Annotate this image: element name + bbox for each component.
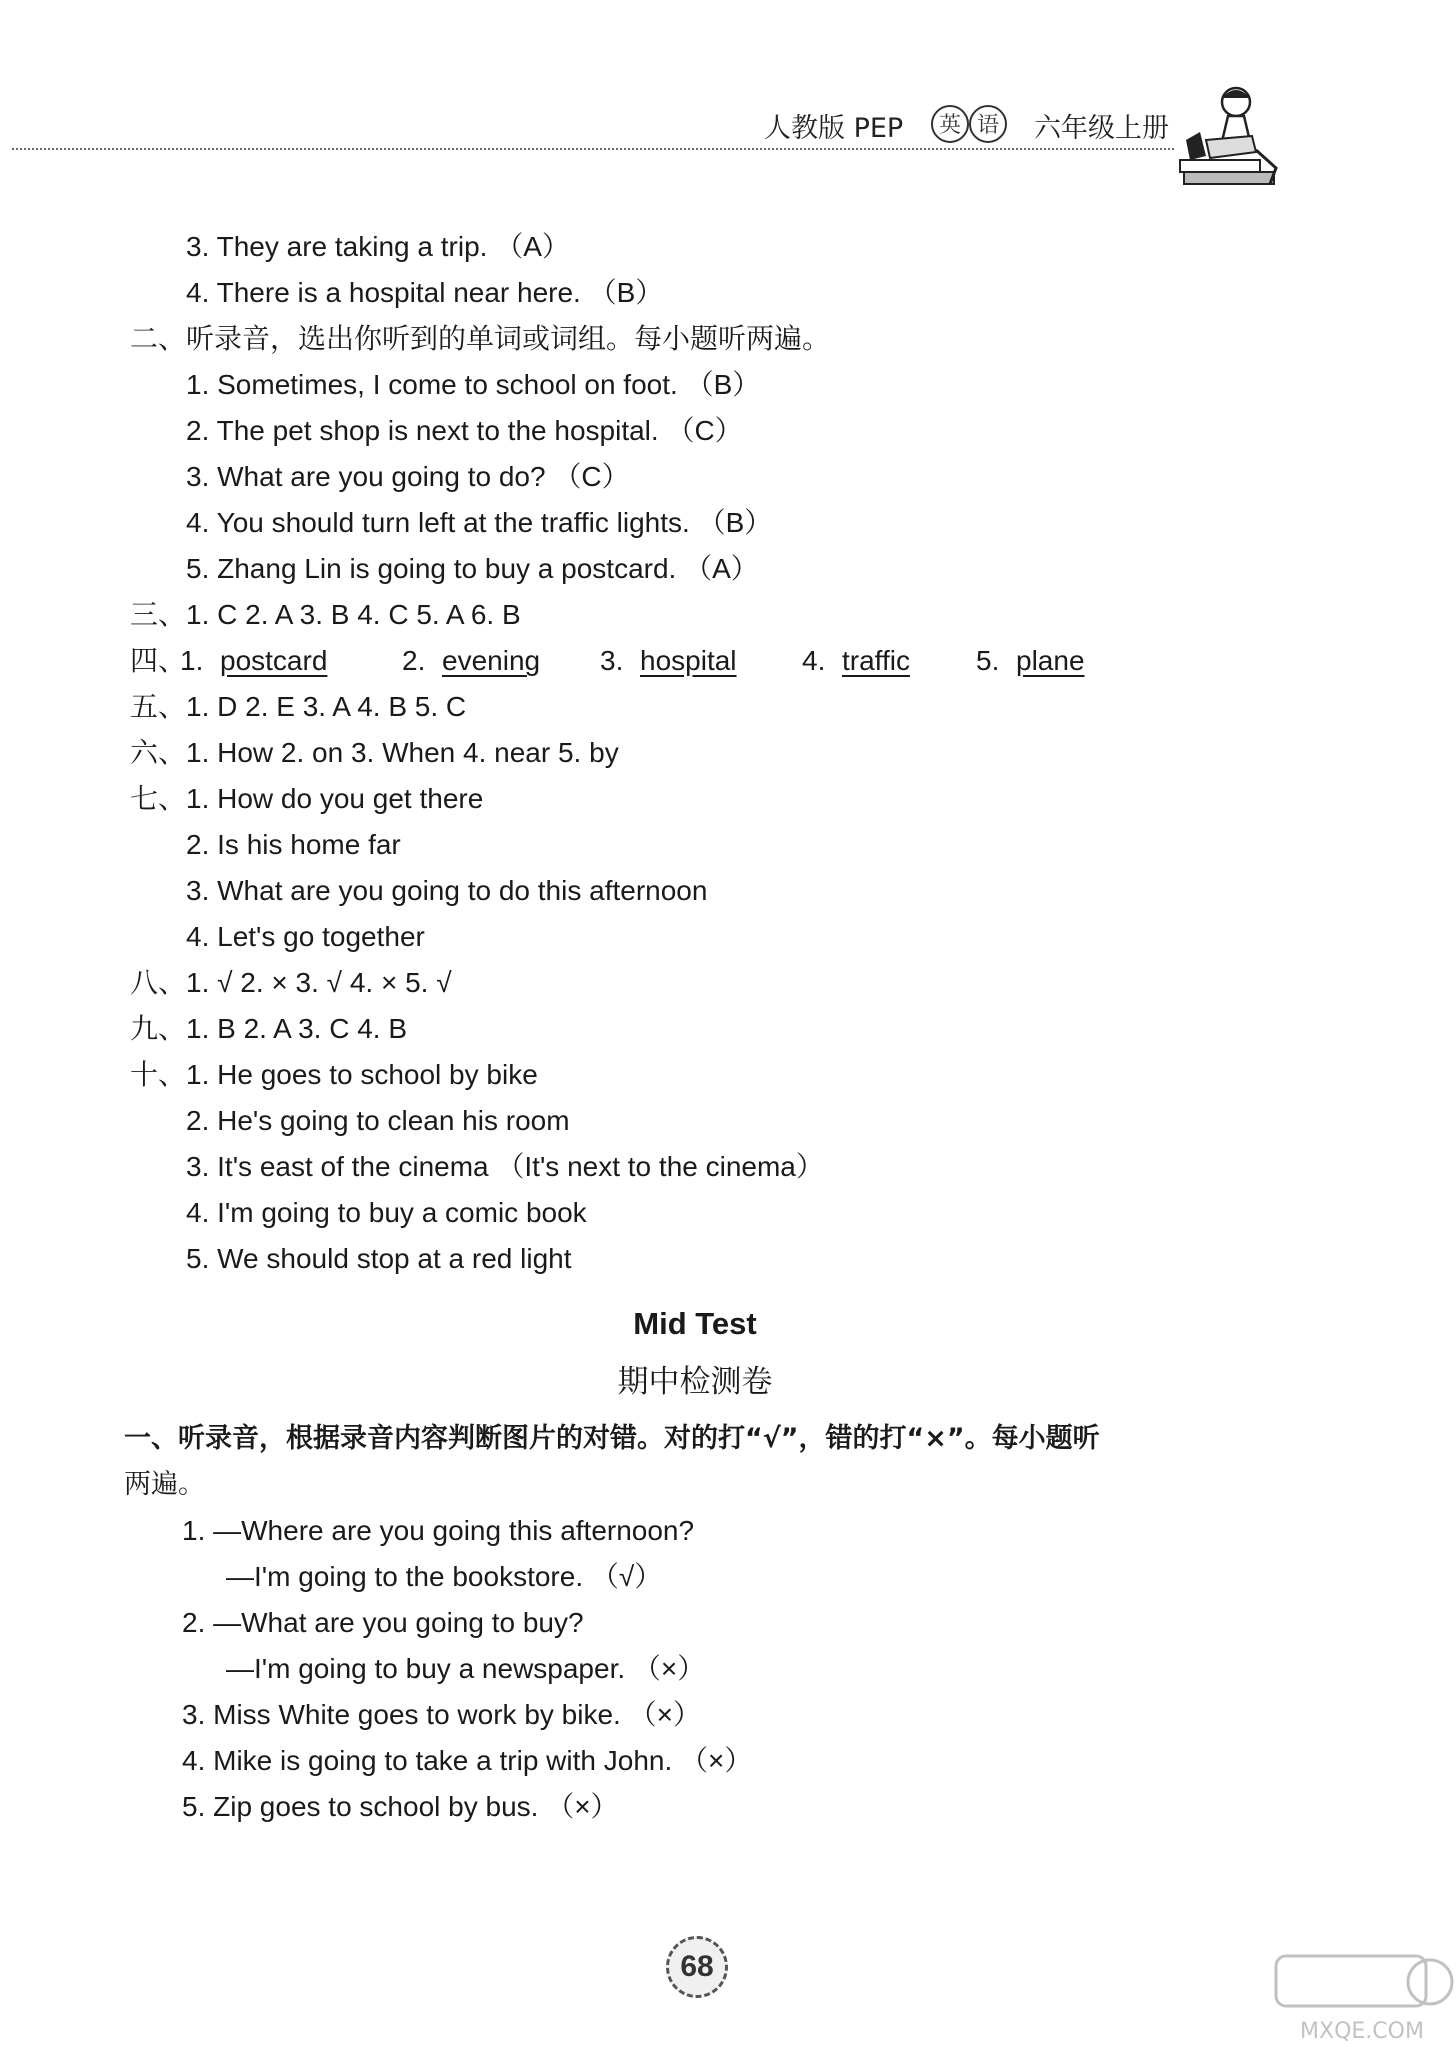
mid-test-instruction-line1: 一、听录音，根据录音内容判断图片的对错。对的打“√”，错的打“×”。每小题听 [124, 1423, 1100, 1454]
header-divider [12, 148, 1174, 150]
mid-test-line: 5. Zip goes to school by bus. （×） [182, 1791, 619, 1822]
answer-line: 5. We should stop at a red light [186, 1243, 572, 1274]
answer-line: 4. There is a hospital near here. （B） [186, 277, 664, 308]
section-4-item-word: hospital [640, 645, 737, 676]
answer-line: 3. What are you going to do? （C） [186, 461, 630, 492]
watermark-logo [1270, 1952, 1456, 2046]
mid-test-line: 4. Mike is going to take a trip with John. （×） [182, 1745, 753, 1776]
mid-test-line: 3. Miss White goes to work by bike. （×） [182, 1699, 701, 1730]
answer-line: 2. Is his home far [186, 829, 401, 860]
answer-line: 三、1. C 2. A 3. B 4. C 5. A 6. B [130, 599, 521, 630]
mid-test-instruction-line2: 两遍。 [124, 1469, 205, 1500]
section-4-item-number: 5. [976, 645, 1000, 676]
section-4-item-word: plane [1016, 645, 1085, 676]
section-4-item-word: evening [442, 645, 541, 676]
section-4-item-number: 4. [802, 645, 826, 676]
section-4-label: 四、 [130, 644, 187, 677]
section-4-item-number: 3. [600, 645, 624, 676]
answer-line: 1. Sometimes, I come to school on foot. （B） [186, 369, 761, 400]
svg-text:MXQE.COM: MXQE.COM [1300, 2019, 1424, 2044]
answer-line: 3. It's east of the cinema （It's next to the cinema） [186, 1151, 824, 1182]
answer-line: 3. They are taking a trip. （A） [186, 231, 570, 262]
answer-line: 4. Let's go together [186, 921, 425, 952]
section-4-item-number: 1. [180, 645, 204, 676]
answer-line: 十、1. He goes to school by bike [130, 1059, 538, 1090]
subject-logo [930, 104, 1012, 144]
student-reading-icon [1166, 80, 1286, 200]
answer-line: 4. You should turn left at the traffic lights. （B） [186, 507, 773, 538]
page-number: 68 [666, 1936, 728, 1998]
mid-test-line: 2. —What are you going to buy? [182, 1607, 584, 1638]
answer-line: 八、1. √ 2. × 3. √ 4. × 5. √ [130, 967, 452, 998]
section-4-item-word: traffic [842, 645, 910, 676]
mid-test-line: —I'm going to buy a newspaper. （×） [226, 1653, 706, 1684]
mid-test-line: 1. —Where are you going this afternoon? [182, 1515, 695, 1546]
section-4-item-word: postcard [220, 645, 328, 676]
answer-line: 3. What are you going to do this afternoon [186, 875, 708, 906]
edition-label: 人教版 PEP [764, 113, 904, 144]
page-header [0, 0, 1456, 200]
answer-line: 九、1. B 2. A 3. C 4. B [130, 1013, 408, 1044]
mid-test-line: —I'm going to the bookstore. （√） [226, 1561, 663, 1592]
answer-line: 五、1. D 2. E 3. A 4. B 5. C [130, 691, 467, 722]
section-4-item-number: 2. [402, 645, 426, 676]
grade-label: 六年级上册 [1034, 113, 1169, 144]
answer-line: 二、听录音，选出你听到的单词或词组。每小题听两遍。 [130, 322, 831, 355]
answer-line: 六、1. How 2. on 3. When 4. near 5. by [130, 737, 619, 768]
answer-line: 4. I'm going to buy a comic book [186, 1197, 587, 1228]
answer-line: 2. He's going to clean his room [186, 1105, 570, 1136]
answer-line: 2. The pet shop is next to the hospital. （C） [186, 415, 743, 446]
svg-text:英: 英 [938, 113, 962, 138]
answer-line: 5. Zhang Lin is going to buy a postcard. （A） [186, 553, 759, 584]
section-4-row [130, 644, 1130, 684]
svg-text:语: 语 [976, 113, 1000, 138]
mid-test-title: Mid Test [633, 1306, 757, 1341]
mid-test-subtitle: 期中检测卷 [617, 1364, 773, 1400]
answer-line: 七、1. How do you get there [130, 783, 484, 814]
